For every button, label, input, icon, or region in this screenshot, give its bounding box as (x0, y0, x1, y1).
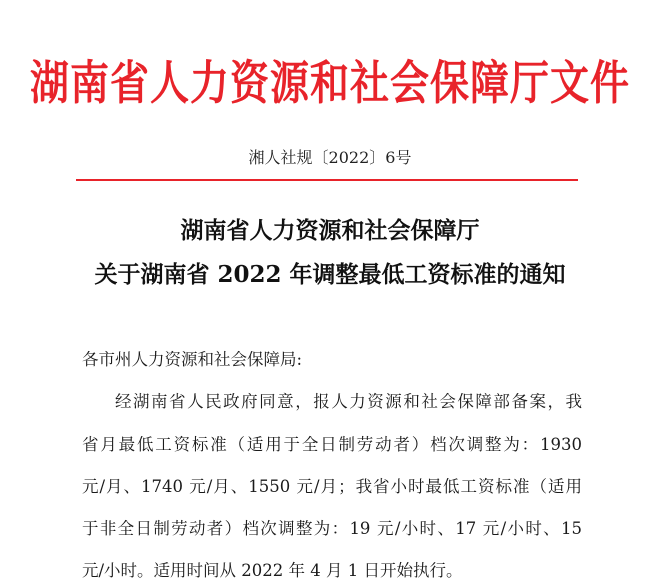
document-number: 湘人社规〔2022〕6号 (248, 148, 412, 167)
body-line-5: 元/小时。适用时间从 2022 年 4 月 1 日开始执行。 (82, 561, 463, 580)
body-line-3: 元/月、1740 元/月、1550 元/月；我省小时最低工资标准（适用 (82, 477, 582, 496)
salutation: 各市州人力资源和社会保障局: (82, 350, 303, 369)
red-divider (76, 179, 578, 181)
body-line-4: 于非全日制劳动者）档次调整为：19 元/小时、17 元/小时、15 (82, 519, 582, 538)
body-line-1: 经湖南省人民政府同意，报人力资源和社会保障部备案，我 (115, 392, 582, 411)
notice-title-line-2: 关于湖南省 2022 年调整最低工资标准的通知 (94, 261, 566, 288)
document-header-title: 湖南省人力资源和社会保障厅文件 (29, 55, 630, 111)
body-line-2: 省月最低工资标准（适用于全日制劳动者）档次调整为：1930 (82, 435, 582, 454)
notice-title-line-1: 湖南省人力资源和社会保障厅 (180, 217, 480, 244)
